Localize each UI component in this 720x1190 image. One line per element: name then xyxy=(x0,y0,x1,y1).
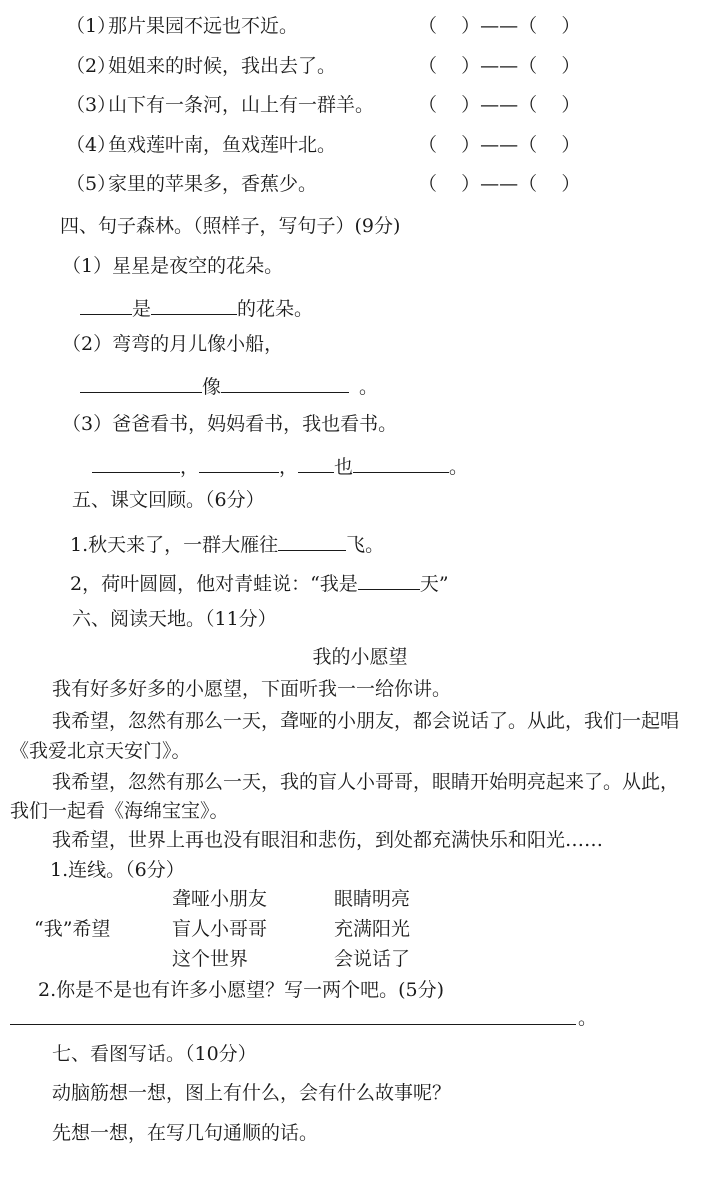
match-subject: “我”希望 xyxy=(34,918,111,940)
passage-paragraph-3-cont: 我们一起看《海绵宝宝》。 xyxy=(10,800,229,822)
item-text: 那片果园不远也不近。 xyxy=(108,15,299,37)
item-number: （4） xyxy=(66,134,117,156)
item-number: （3） xyxy=(66,94,117,116)
match-right-item[interactable]: 会说话了 xyxy=(334,948,411,970)
answer-line-period: 。 xyxy=(578,1007,598,1029)
fill-blank[interactable] xyxy=(221,370,349,393)
section4-q1-prompt: （1）星星是夜空的花朵。 xyxy=(62,255,284,277)
word: 的花朵。 xyxy=(237,298,314,320)
answer-parens[interactable]: （ ）——（ ） xyxy=(418,15,581,37)
section5-q2 xyxy=(70,567,449,598)
fill-blank[interactable] xyxy=(353,450,449,473)
fill-blank[interactable] xyxy=(298,450,334,473)
passage-paragraph-4: 我希望，世界上再也没有眼泪和悲伤，到处都充满快乐和阳光…… xyxy=(52,829,604,851)
word: 像 xyxy=(202,376,222,398)
question-text: 2，荷叶圆圆，他对青蛙说：“我是 xyxy=(70,573,358,595)
word: 是 xyxy=(132,298,152,320)
section7-line-1: 动脑筋想一想，图上有什么，会有什么故事呢？ xyxy=(52,1082,452,1104)
answer-parens[interactable]: （ ）——（ ） xyxy=(418,55,581,77)
comma: ， xyxy=(279,456,299,478)
answer-parens[interactable]: （ ）——（ ） xyxy=(418,134,581,156)
item-number: （2） xyxy=(66,55,117,77)
section4-q3-answer-line xyxy=(92,450,468,481)
section7-heading: 七、看图写话。（10分） xyxy=(52,1043,257,1065)
section6-heading: 六、阅读天地。（11分） xyxy=(72,608,277,630)
item-number: （1） xyxy=(66,15,117,37)
section4-q2-answer-line xyxy=(80,370,378,401)
passage-paragraph-2-cont: 《我爱北京天安门》。 xyxy=(10,740,191,762)
question-matching-label: 1.连线。（6分） xyxy=(50,859,185,881)
fill-blank[interactable] xyxy=(80,292,132,315)
match-left-item[interactable]: 聋哑小朋友 xyxy=(172,888,268,910)
item-text: 姐姐来的时候，我出去了。 xyxy=(108,55,337,77)
item-number: （5） xyxy=(66,173,117,195)
passage-paragraph-1: 我有好多好多的小愿望，下面听我一一给你讲。 xyxy=(52,678,452,700)
question-text: 1.秋天来了，一群大雁往 xyxy=(70,534,279,556)
passage-title: 我的小愿望 xyxy=(312,646,408,668)
fill-blank[interactable] xyxy=(358,567,420,590)
item-text: 家里的苹果多，香蕉少。 xyxy=(108,173,318,195)
item-text: 鱼戏莲叶南，鱼戏莲叶北。 xyxy=(108,134,337,156)
answer-line[interactable] xyxy=(10,1024,576,1025)
period: 。 xyxy=(359,376,379,398)
fill-blank[interactable] xyxy=(80,370,202,393)
section4-q2-prompt: （2）弯弯的月儿像小船， xyxy=(62,333,284,355)
period: 。 xyxy=(449,456,469,478)
match-left-item[interactable]: 盲人小哥哥 xyxy=(172,918,268,940)
section4-q3-prompt: （3）爸爸看书，妈妈看书，我也看书。 xyxy=(62,413,398,435)
comma: ， xyxy=(180,456,200,478)
fill-blank[interactable] xyxy=(151,292,237,315)
section5-q1 xyxy=(70,528,384,559)
item-text: 山下有一条河，山上有一群羊。 xyxy=(108,94,375,116)
fill-blank[interactable] xyxy=(92,450,180,473)
answer-parens[interactable]: （ ）——（ ） xyxy=(418,94,581,116)
section5-heading: 五、课文回顾。（6分） xyxy=(72,489,265,511)
question-text: 天” xyxy=(419,573,449,595)
fill-blank[interactable] xyxy=(199,450,279,473)
word: 也 xyxy=(334,456,354,478)
passage-paragraph-2: 我希望，忽然有那么一天，聋哑的小朋友，都会说话了。从此，我们一起唱 xyxy=(52,710,680,732)
question-wishes-label: 2.你是不是也有许多小愿望？写一两个吧。(5分) xyxy=(38,979,445,1001)
match-right-item[interactable]: 充满阳光 xyxy=(334,918,411,940)
section7-line-2: 先想一想，在写几句通顺的话。 xyxy=(52,1122,319,1144)
match-right-item[interactable]: 眼睛明亮 xyxy=(334,888,411,910)
fill-blank[interactable] xyxy=(278,528,346,551)
match-left-item[interactable]: 这个世界 xyxy=(172,948,249,970)
section4-heading: 四、句子森林。（照样子，写句子）(9分) xyxy=(60,215,401,237)
section4-q1-answer-line xyxy=(80,292,313,323)
passage-paragraph-3: 我希望，忽然有那么一天，我的盲人小哥哥，眼睛开始明亮起来了。从此， xyxy=(52,771,680,793)
question-text: 飞。 xyxy=(346,534,385,556)
answer-parens[interactable]: （ ）——（ ） xyxy=(418,173,581,195)
